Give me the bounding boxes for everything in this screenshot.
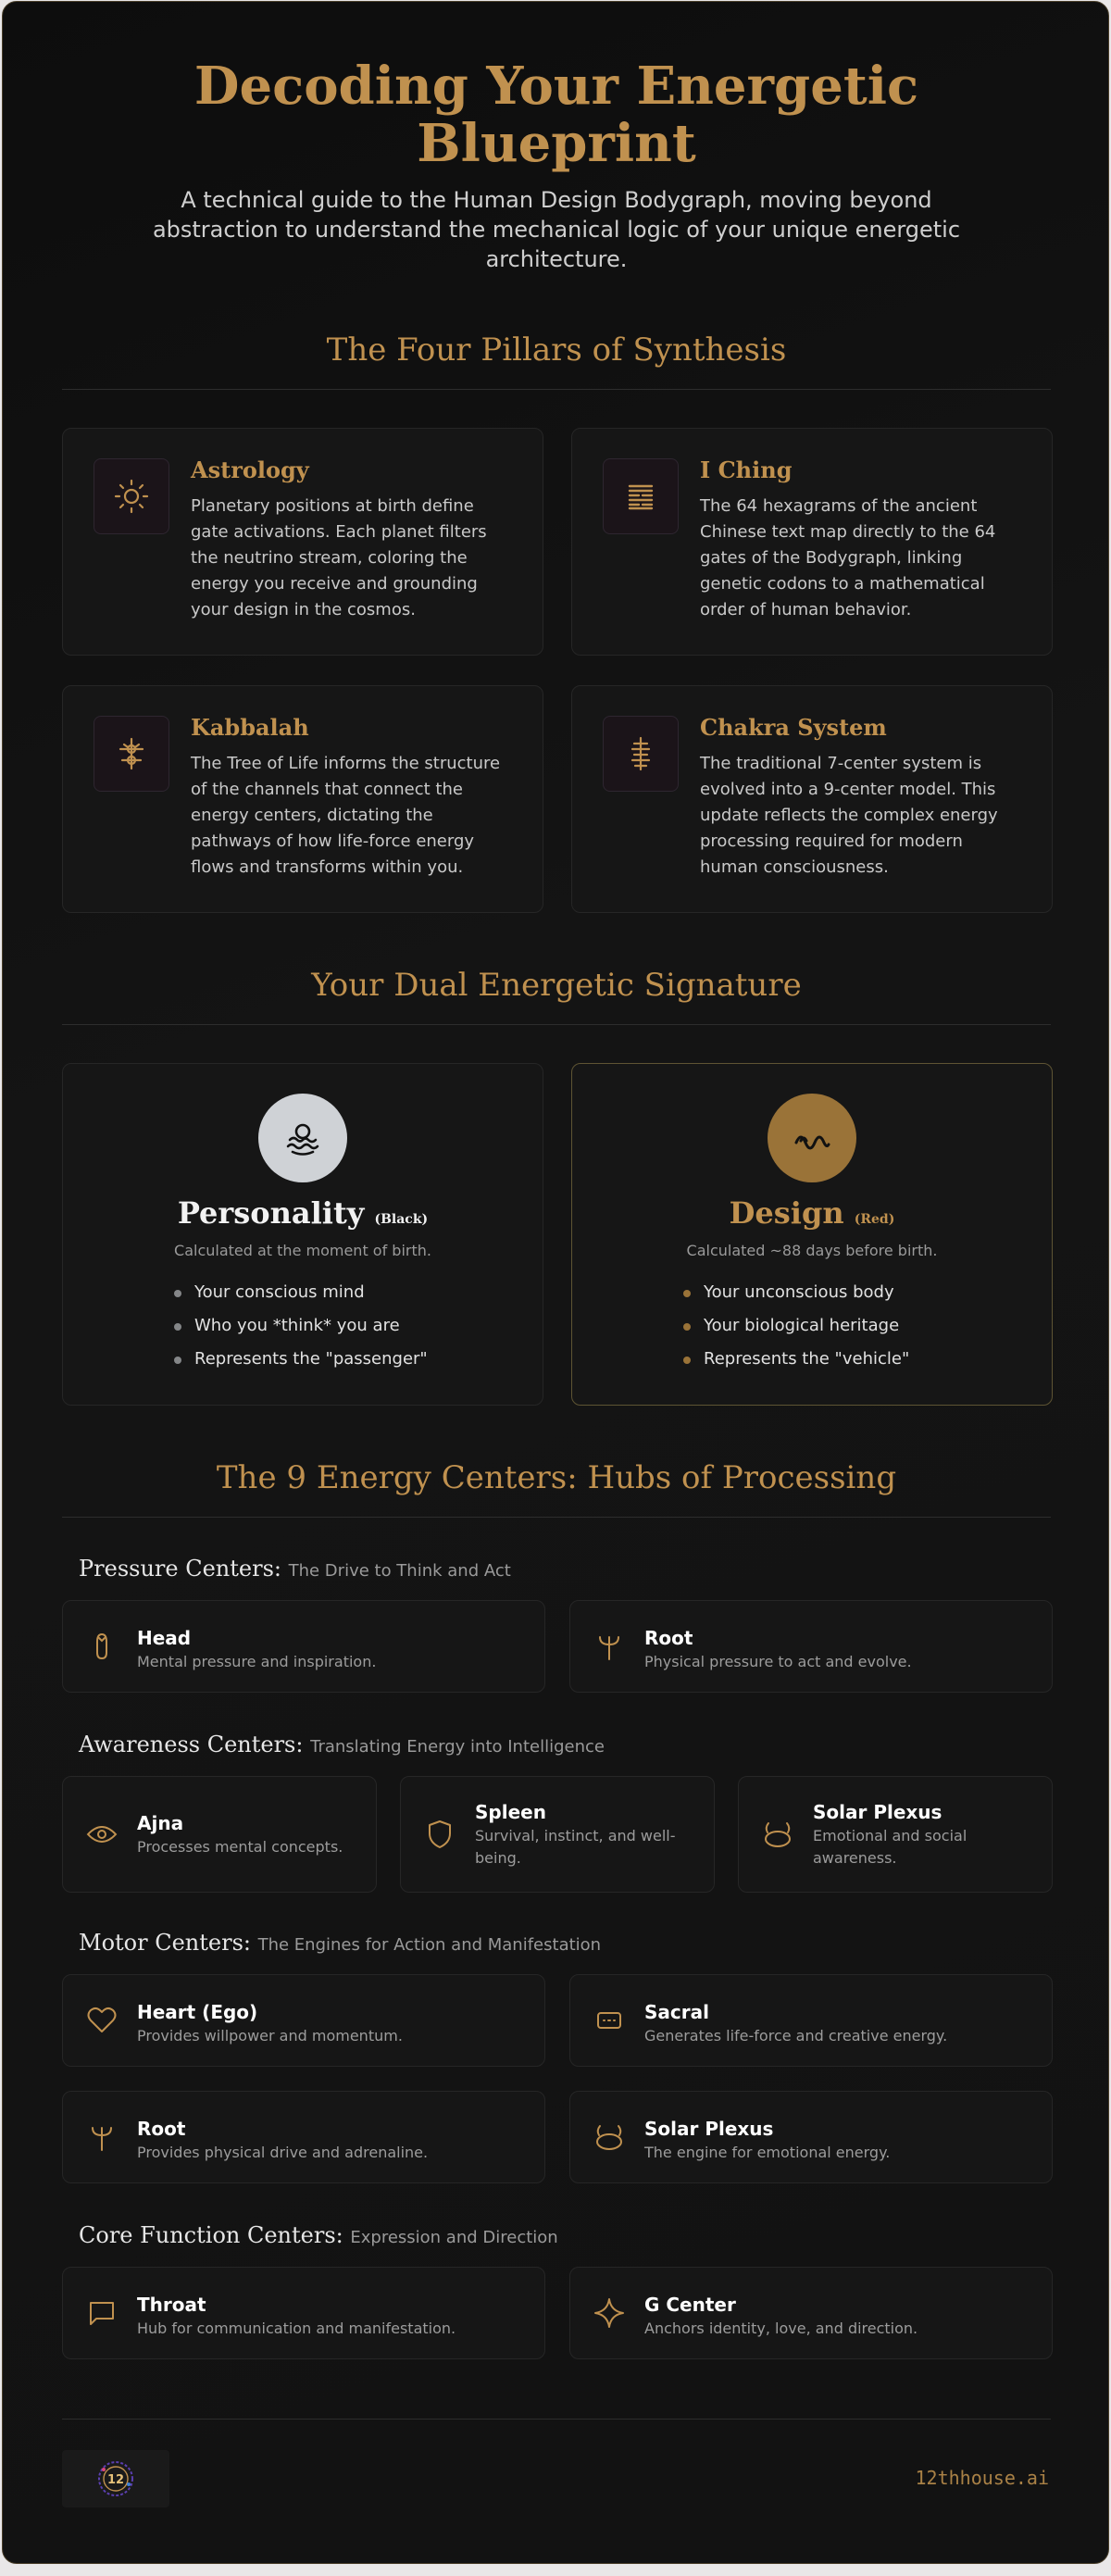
center-desc: Provides physical drive and adrenaline. xyxy=(137,2144,429,2161)
category-label: Awareness Centers: xyxy=(79,1732,304,1757)
divider xyxy=(62,1517,1051,1518)
center-name: G Center xyxy=(644,2294,736,2316)
category-title-awareness xyxy=(79,1732,605,1757)
center-desc: Mental pressure and inspiration. xyxy=(137,1653,377,1670)
center-card-solar-plexus xyxy=(738,1776,1053,1893)
page-title xyxy=(3,57,1109,172)
center-card-ajna xyxy=(62,1776,377,1893)
design-tag: (Red) xyxy=(854,1212,895,1227)
pillar-title: Astrology xyxy=(191,456,309,483)
category-title-core xyxy=(79,2222,558,2248)
list-item: Your conscious mind xyxy=(174,1282,428,1316)
tree-of-life-icon xyxy=(94,716,169,792)
category-label: Pressure Centers: xyxy=(79,1556,281,1582)
center-desc: Generates life-force and creative energy. xyxy=(644,2027,948,2045)
center-card-throat xyxy=(62,2267,545,2359)
list-item: Your biological heritage xyxy=(683,1316,909,1349)
root-icon xyxy=(85,2120,119,2154)
category-subtitle: Expression and Direction xyxy=(350,2228,558,2247)
solar-plexus-icon xyxy=(761,1818,794,1851)
brand-logo[interactable] xyxy=(62,2450,169,2507)
personality-tag: (Black) xyxy=(374,1212,429,1227)
center-name: Root xyxy=(644,1627,693,1649)
divider xyxy=(62,1024,1051,1025)
center-desc: Hub for communication and manifestation. xyxy=(137,2320,456,2337)
footer-url-link[interactable]: 12thhouse.ai xyxy=(915,2467,1049,2489)
pillar-text: Planetary positions at birth define gate activations. Each planet filters the neutrino stream, coloring the energy you receive and grounding your design in the cosmos. xyxy=(191,496,487,619)
pillar-text: The traditional 7-center system is evolved into a 9-center model. This update reflects the complex energy processing required for modern human consciousness. xyxy=(700,754,998,877)
speech-bubble-icon xyxy=(85,2296,119,2330)
pillar-text: The Tree of Life informs the structure of the channels that connect the energy centers, dictating the pathways of how life-force energy flows and transforms within you. xyxy=(191,754,501,877)
logo-text: 12 xyxy=(106,2473,125,2487)
category-subtitle: The Engines for Action and Manifestation xyxy=(257,1935,602,1955)
infographic-page xyxy=(2,1,1109,2564)
center-desc: The engine for emotional energy. xyxy=(644,2144,891,2161)
solar-plexus-icon xyxy=(593,2120,626,2154)
center-desc: Provides willpower and momentum. xyxy=(137,2027,403,2045)
pillar-title: Kabbalah xyxy=(191,714,309,741)
list-item: Your unconscious body xyxy=(683,1282,909,1316)
chakra-spine-icon xyxy=(603,716,679,792)
eye-icon xyxy=(85,1818,119,1851)
category-label: Core Function Centers: xyxy=(79,2222,343,2248)
center-card-head xyxy=(62,1600,545,1693)
sun-icon xyxy=(94,458,169,534)
list-item: Who you *think* you are xyxy=(174,1316,428,1349)
list-item: Represents the "passenger" xyxy=(174,1349,428,1382)
personality-emblem-icon xyxy=(258,1094,347,1182)
center-name: Heart (Ego) xyxy=(137,2001,258,2023)
center-card-solar-plexus-motor xyxy=(569,2091,1053,2183)
heart-icon xyxy=(85,2004,119,2037)
divider xyxy=(62,389,1051,390)
center-name: Solar Plexus xyxy=(813,1801,942,1823)
personality-title xyxy=(63,1195,543,1231)
pillar-title: Chakra System xyxy=(700,714,887,741)
center-card-heart xyxy=(62,1974,545,2067)
center-card-root-motor xyxy=(62,2091,545,2183)
signature-heading: Your Dual Energetic Signature xyxy=(311,967,802,1004)
center-name: Sacral xyxy=(644,2001,709,2023)
center-name: Root xyxy=(137,2118,186,2140)
center-desc: Processes mental concepts. xyxy=(137,1838,343,1856)
hexagram-icon xyxy=(603,458,679,534)
design-card xyxy=(571,1063,1053,1406)
sparkle-icon xyxy=(593,2296,626,2330)
design-label: Design xyxy=(729,1195,844,1231)
pillar-card-i-ching xyxy=(571,428,1053,656)
pillar-card-chakra-system xyxy=(571,685,1053,913)
design-note: Calculated ~88 days before birth. xyxy=(686,1242,938,1259)
center-card-g-center xyxy=(569,2267,1053,2359)
pillar-title: I Ching xyxy=(700,456,793,483)
zodiac-wheel-icon xyxy=(94,2457,138,2501)
sacral-icon xyxy=(593,2004,626,2037)
center-name: Spleen xyxy=(475,1801,546,1823)
center-name: Throat xyxy=(137,2294,206,2316)
personality-note: Calculated at the moment of birth. xyxy=(174,1242,431,1259)
center-card-sacral xyxy=(569,1974,1053,2067)
design-emblem-icon xyxy=(768,1094,856,1182)
design-title xyxy=(572,1195,1052,1231)
center-card-root xyxy=(569,1600,1053,1693)
category-label: Motor Centers: xyxy=(79,1930,251,1956)
center-name: Solar Plexus xyxy=(644,2118,774,2140)
center-desc: Physical pressure to act and evolve. xyxy=(644,1653,912,1670)
center-desc: Anchors identity, love, and direction. xyxy=(644,2320,918,2337)
category-subtitle: The Drive to Think and Act xyxy=(288,1561,511,1581)
title-line-2: Blueprint xyxy=(417,113,696,174)
category-subtitle: Translating Energy into Intelligence xyxy=(310,1737,605,1757)
pillar-card-kabbalah xyxy=(62,685,543,913)
title-line-1: Decoding Your Energetic xyxy=(193,56,919,117)
category-title-motor xyxy=(79,1930,601,1956)
center-name: Head xyxy=(137,1627,192,1649)
pillar-card-astrology xyxy=(62,428,543,656)
root-icon xyxy=(593,1630,626,1663)
personality-points xyxy=(174,1282,428,1382)
head-icon xyxy=(85,1630,119,1663)
personality-card xyxy=(62,1063,543,1406)
pillar-text: The 64 hexagrams of the ancient Chinese text map directly to the 64 gates of the Bodygraph, linking genetic codons to a mathematical order of human behavior. xyxy=(700,496,996,619)
personality-label: Personality xyxy=(177,1195,365,1231)
centers-heading: The 9 Energy Centers: Hubs of Processing xyxy=(216,1459,897,1496)
shield-icon xyxy=(423,1818,456,1851)
center-desc: Emotional and social awareness. xyxy=(813,1827,967,1867)
list-item: Represents the "vehicle" xyxy=(683,1349,909,1382)
pillars-heading: The Four Pillars of Synthesis xyxy=(326,331,787,369)
page-subtitle: A technical guide to the Human Design Bodygraph, moving beyond abstraction to understand the mechanical logic of your unique energetic architecture. xyxy=(152,187,961,272)
design-points xyxy=(683,1282,909,1382)
center-desc: Survival, instinct, and well-being. xyxy=(475,1827,676,1867)
center-card-spleen xyxy=(400,1776,715,1893)
center-name: Ajna xyxy=(137,1812,184,1834)
category-title-pressure xyxy=(79,1556,511,1582)
footer-divider xyxy=(62,2419,1051,2420)
